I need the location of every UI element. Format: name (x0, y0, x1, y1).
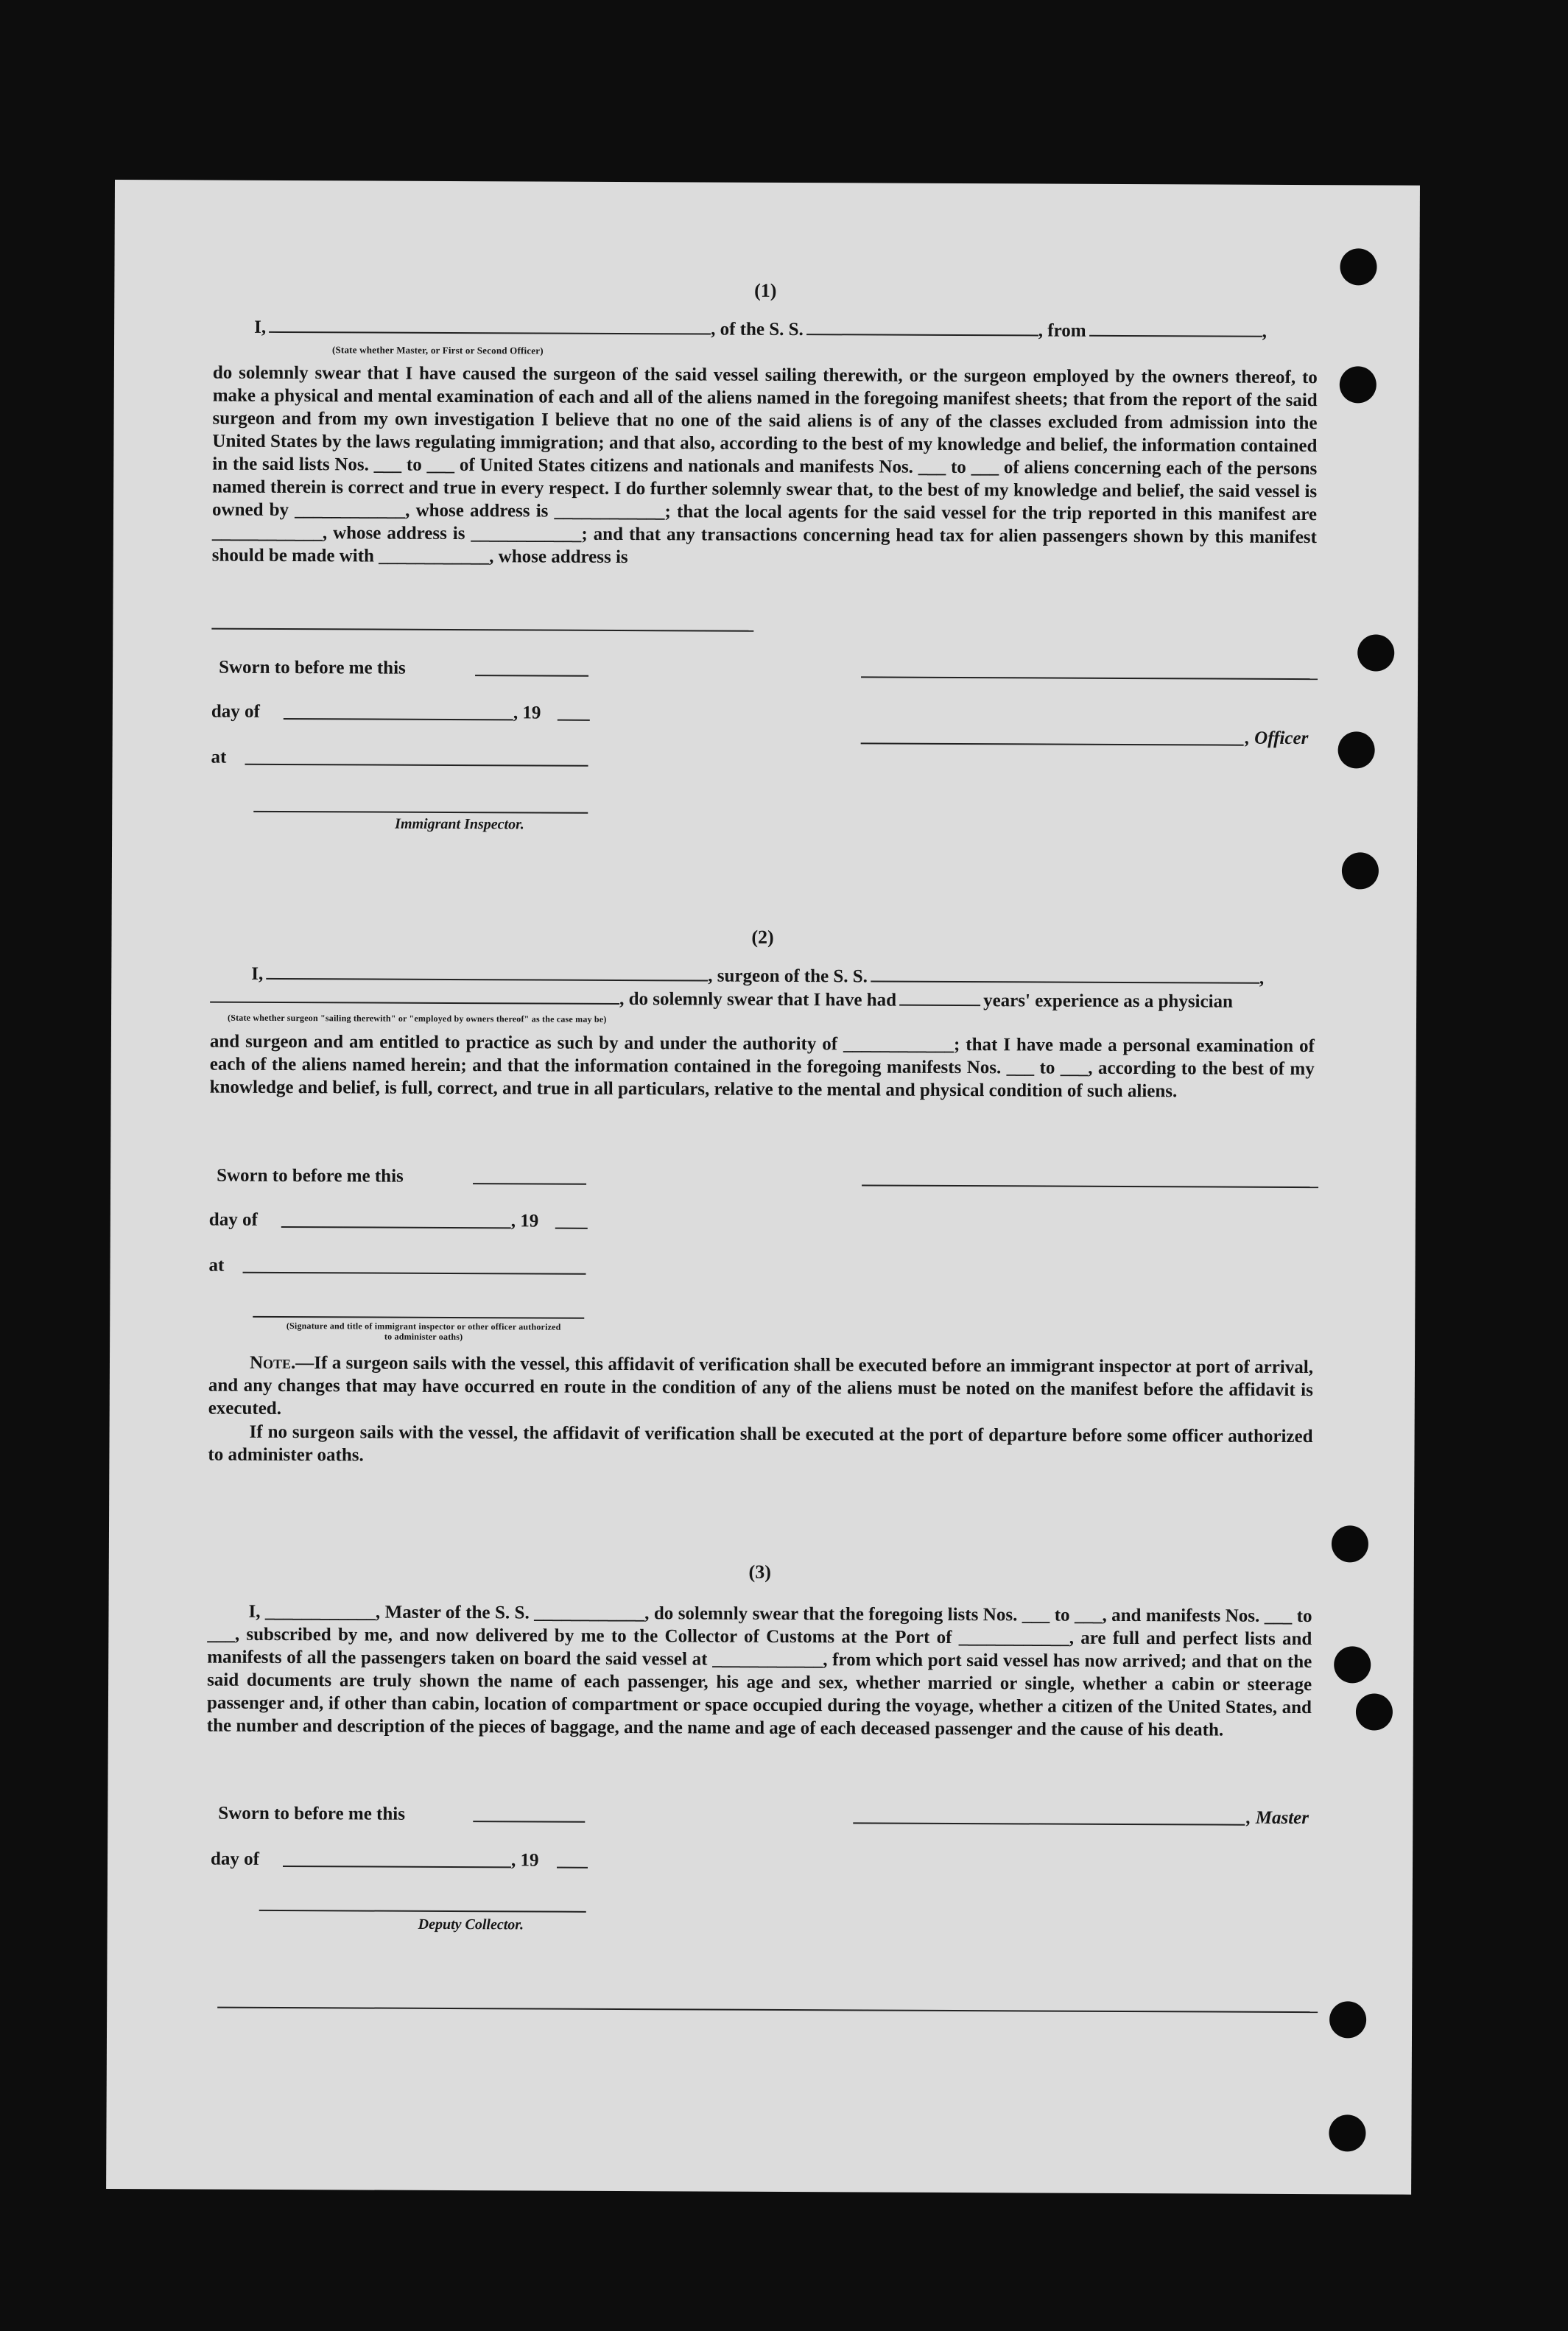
s1-i: I, (254, 317, 267, 337)
s1-from: , from (1038, 320, 1086, 341)
s2-note-1 (208, 1351, 1313, 1425)
s1-officer-sig-line-1[interactable] (861, 676, 1318, 680)
s3-year: , 19 (510, 1850, 539, 1871)
section-2-line2 (210, 988, 1315, 1013)
s3-year-field[interactable] (557, 1867, 588, 1868)
punch-hole (1334, 1646, 1371, 1683)
s2-sworn: Sworn to before me this (217, 1165, 404, 1186)
s1-year-field[interactable] (558, 720, 590, 721)
section-3-number: (3) (748, 1561, 771, 1583)
section-1-header-line: I, , of the S. S. , from , (254, 317, 1267, 342)
s1-officer-sig-line-2[interactable] (861, 742, 1244, 745)
s3-master-sig-line[interactable] (853, 1822, 1245, 1825)
s1-day-of: day of (211, 701, 260, 722)
s3-day-field[interactable] (283, 1866, 511, 1868)
s1-officer-field[interactable] (269, 318, 711, 335)
s1-officer: , Officer (1245, 728, 1309, 749)
section-2-number: (2) (751, 926, 774, 948)
s3-day-of: day of (210, 1849, 260, 1869)
s2-sig-caption: (Signature and title of immigrant inspector or other officer authorized to administer oaths) (286, 1321, 561, 1343)
s2-note-1-text: —If a surgeon sails with the vessel, this affidavit of verification shall be executed before an immigrant inspector at port of arrival, and any changes that may have occurred en route in the condition of any of the aliens must be noted on the manifest before the affidavit is executed. (208, 1353, 1314, 1419)
punch-hole (1340, 366, 1377, 403)
section-2-body: and surgeon and am entitled to practice as such by and under the authority of ____________; that I have made a personal examination of each of the aliens named herein; and that the information contained in the foregoing manifests Nos. ___ to ___, according to the best of my knowledge and belief, is full, correct, and true in all particulars, relative to the mental and physical condition of such aliens. (209, 1031, 1315, 1102)
s1-of-ss: , of the S. S. (711, 319, 804, 340)
s1-from-field[interactable] (1089, 322, 1262, 337)
s2-day-of: day of (208, 1209, 258, 1230)
s3-deputy: Deputy Collector. (418, 1916, 524, 1933)
s2-year-field[interactable] (555, 1228, 588, 1229)
section-3-body: I, ____________, Master of the S. S. ____________, do solemnly swear that the foregoing lists Nos. ___ to ___, and manifests Nos. ___ to ___, subscribed by me, and now delivered by me to the Collector of Customs at the Port of ____________, are full and perfect lists and manifests of all the passengers taken on board the said vessel at ____________, from which port said vessel has now arrived; and that on the said documents are truly shown the name of each passenger, his age and sex, whether married or single, whether a cabin or steerage passenger and, if other than cabin, location of compartment or space occupied during the voyage, whether a citizen of the United States, and the number and description of the pieces of baggage, and the name and age of each deceased passenger and the cause of his death. (206, 1601, 1312, 1740)
punch-hole (1342, 852, 1379, 889)
s2-year: , 19 (510, 1211, 539, 1231)
s2-swear: , do solemnly swear that I have had (619, 989, 897, 1010)
s2-i: I, (251, 963, 264, 984)
s1-vessel-field[interactable] (806, 320, 1038, 336)
s2-surgeon-of: , surgeon of the S. S. (708, 966, 868, 987)
s3-sworn: Sworn to before me this (218, 1803, 406, 1824)
s2-note-2: If no surgeon sails with the vessel, the affidavit of verification shall be executed at the port of departure before some officer authorized to administer oaths. (208, 1421, 1313, 1466)
s1-at-field[interactable] (245, 764, 588, 767)
s2-note-label: Note. (249, 1352, 296, 1374)
punch-hole (1356, 1693, 1393, 1730)
s3-deputy-line[interactable] (259, 1910, 586, 1913)
s3-master: , Master (1246, 1807, 1309, 1829)
s2-status-field[interactable] (210, 988, 619, 1005)
s2-years-label: years' experience as a physician (983, 991, 1234, 1012)
s2-vessel-field[interactable] (871, 967, 1259, 983)
s2-at-field[interactable] (243, 1272, 586, 1275)
s1-body-underline (211, 628, 753, 632)
s1-day-field[interactable] (284, 718, 513, 720)
punch-hole (1332, 1525, 1368, 1562)
s2-day-field[interactable] (281, 1226, 511, 1228)
s1-sworn-field[interactable] (475, 675, 588, 677)
s1-year: , 19 (513, 703, 541, 723)
punch-hole (1329, 2114, 1365, 2151)
punch-hole (1357, 634, 1394, 671)
section-2-line1: I, , surgeon of the S. S. , (251, 963, 1265, 988)
s1-caption: (State whether Master, or First or Second Officer) (331, 344, 544, 356)
s2-years-field[interactable] (899, 991, 980, 1006)
s2-name-field[interactable] (266, 965, 708, 982)
s1-at: at (211, 747, 227, 767)
punch-hole (1338, 731, 1375, 768)
punch-hole (1329, 2001, 1366, 2038)
punch-hole (1340, 248, 1377, 285)
section-1-body: do solemnly swear that I have caused the surgeon of the said vessel sailing therewith, or the surgeon employed by the owners thereof, to make a physical and mental examination of each and all of the aliens named in the foregoing manifest sheets; that from the report of the said surgeon and from my own investigation I believe that no one of the said aliens is of any of the classes excluded from admission into the United States by the laws regulating immigration; and that also, according to the best of my knowledge and belief, the information contained in the said lists Nos. ___ to ___ of United States citizens and nationals and manifests Nos. ___ to ___ of aliens concerning each of the persons named therein is correct and true in every respect. I do further solemnly swear that, to the best of my knowledge and belief, the said vessel is owned by ____________, whose address is ____________; that the local agents for the said vessel for the trip reported in this manifest are ____________, whose address is ____________; and that any transactions concerning head tax for alien passengers shown by this manifest should be made with ____________, whose address is (211, 362, 1318, 568)
manifest-page (106, 180, 1420, 2195)
s2-sig-line[interactable] (862, 1184, 1318, 1188)
s2-caption: (State whether surgeon "sailing therewith" or "employed by owners thereof" as the case may be) (228, 1012, 607, 1024)
s2-sworn-field[interactable] (473, 1183, 586, 1185)
s1-inspector-line[interactable] (253, 811, 588, 814)
s1-sworn: Sworn to before me this (219, 657, 406, 678)
bottom-rule (217, 2007, 1318, 2014)
s3-sworn-field[interactable] (473, 1821, 585, 1823)
section-1-number: (1) (754, 279, 777, 301)
s2-at: at (208, 1255, 225, 1276)
s1-inspector: Immigrant Inspector. (395, 815, 524, 833)
s2-inspector-line[interactable] (253, 1316, 584, 1319)
